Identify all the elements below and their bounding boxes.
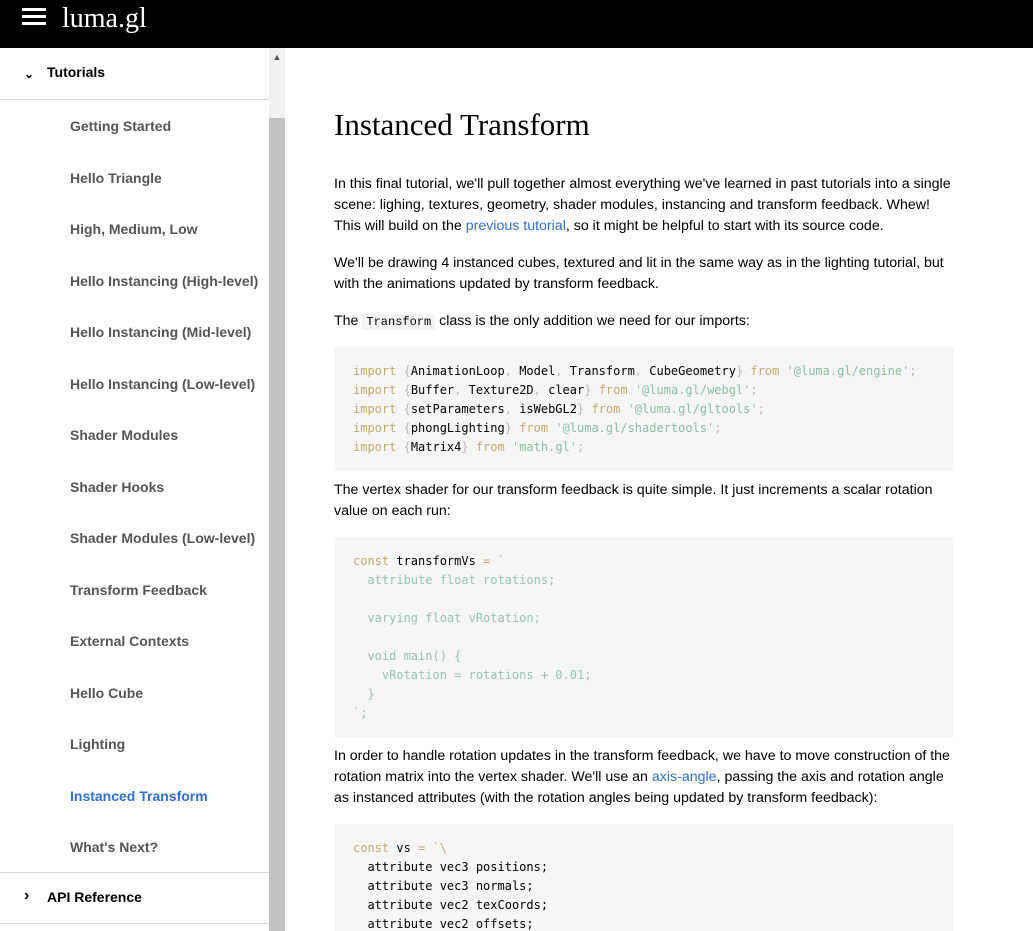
code-token: phongLighting bbox=[410, 421, 505, 435]
sidebar-item[interactable]: Shader Modules bbox=[70, 427, 179, 443]
code-line: vRotation = rotations + 0.01; bbox=[353, 668, 592, 682]
scroll-up-arrow-icon[interactable]: ▲ bbox=[272, 52, 282, 62]
code-token: '@luma.gl/shadertools' bbox=[548, 421, 715, 435]
code-token: , bbox=[504, 402, 520, 416]
code-line: attribute float rotations; bbox=[353, 573, 556, 587]
code-token: from bbox=[598, 383, 628, 397]
sidebar-item[interactable]: Hello Triangle bbox=[70, 170, 162, 186]
code-token: , bbox=[634, 364, 650, 378]
code-line: } bbox=[353, 687, 375, 701]
code-token: ; bbox=[750, 383, 758, 397]
paragraph-text: In this final tutorial, we'll pull together almost everything we've learned in past tutorials into a single scene: lighing, textures, geometry, shader modules, instancing and transform feedback. Whew! This will build on the bbox=[334, 176, 951, 234]
code-token: Buffer bbox=[410, 383, 455, 397]
code-token: '@luma.gl/engine' bbox=[779, 364, 910, 378]
code-token: setParameters bbox=[410, 402, 505, 416]
paragraph-text: The bbox=[334, 313, 363, 329]
chevron-down-icon: ⌄ bbox=[24, 67, 35, 81]
page-title: Instanced Transform bbox=[334, 107, 590, 142]
code-token: , bbox=[504, 364, 520, 378]
paragraph-text: In order to handle rotation updates in the transform feedback, we have to move construction of the rotation matrix into the vertex shader. We'll use an bbox=[334, 748, 950, 785]
rotation-paragraph bbox=[334, 746, 959, 809]
paragraph-text: , passing the axis and rotation angle as instanced attributes (with the rotation angles being updated by transform feedback): bbox=[334, 769, 944, 806]
code-token: } bbox=[461, 440, 476, 454]
code-token: { bbox=[396, 364, 411, 378]
code-token: ; bbox=[577, 440, 585, 454]
top-navbar bbox=[0, 0, 1033, 48]
code-token: import bbox=[353, 383, 397, 397]
sidebar-item[interactable]: External Contexts bbox=[70, 633, 190, 649]
main-content bbox=[286, 48, 1033, 931]
code-token: ; bbox=[757, 402, 765, 416]
code-token: } bbox=[576, 402, 592, 416]
code-keyword: const bbox=[353, 841, 390, 855]
sidebar-item[interactable]: Hello Instancing (Low-level) bbox=[70, 376, 256, 392]
code-token: import bbox=[353, 421, 397, 435]
sidebar-item[interactable]: Instanced Transform bbox=[70, 788, 208, 804]
code-token: } bbox=[735, 364, 751, 378]
imports-paragraph bbox=[334, 311, 959, 333]
code-line: `; bbox=[353, 706, 368, 720]
code-token: Model bbox=[519, 364, 556, 378]
code-block-imports bbox=[334, 347, 954, 471]
sidebar-item[interactable]: Transform Feedback bbox=[70, 582, 207, 598]
sidebar-item[interactable]: What's Next? bbox=[70, 839, 159, 855]
code-line: attribute vec3 positions; bbox=[353, 860, 549, 874]
sidebar-item[interactable]: Hello Cube bbox=[70, 685, 144, 701]
code-token: { bbox=[396, 383, 411, 397]
code-token: } bbox=[504, 421, 520, 435]
sidebar-scrollbar[interactable] bbox=[269, 48, 285, 931]
code-token: } bbox=[584, 383, 599, 397]
inline-code-transform: Transform bbox=[362, 314, 435, 330]
code-token: Texture2D bbox=[468, 383, 534, 397]
code-operator: = `\ bbox=[418, 841, 447, 855]
code-token: AnimationLoop bbox=[410, 364, 505, 378]
scrollbar-thumb[interactable] bbox=[269, 118, 285, 931]
code-token: ; bbox=[909, 364, 917, 378]
axis-angle-link[interactable]: axis-angle bbox=[651, 769, 717, 785]
paragraph-text: , so it might be helpful to start with its source code. bbox=[565, 218, 884, 234]
code-token: CubeGeometry bbox=[649, 364, 736, 378]
sidebar-item[interactable]: Shader Modules (Low-level) bbox=[70, 530, 256, 546]
sidebar-item[interactable]: Shader Hooks bbox=[70, 479, 165, 495]
code-token: , bbox=[533, 383, 549, 397]
code-token: , bbox=[454, 383, 469, 397]
code-token: from bbox=[750, 364, 780, 378]
sidebar-section-label: Tutorials bbox=[47, 64, 106, 80]
code-token: 'math.gl' bbox=[504, 440, 577, 454]
code-line: attribute vec2 texCoords; bbox=[353, 898, 549, 912]
code-token: ; bbox=[714, 421, 722, 435]
code-line bbox=[353, 381, 935, 400]
code-token: clear bbox=[548, 383, 585, 397]
code-operator: = ` bbox=[483, 554, 505, 568]
code-token: '@luma.gl/gltools' bbox=[620, 402, 758, 416]
intro-paragraph bbox=[334, 174, 959, 237]
code-line: attribute vec2 offsets; bbox=[353, 917, 534, 931]
sidebar bbox=[0, 48, 269, 931]
sidebar-section-label: API Reference bbox=[47, 889, 142, 905]
code-token: Matrix4 bbox=[410, 440, 462, 454]
sidebar-item[interactable]: Hello Instancing (High-level) bbox=[70, 273, 259, 289]
code-line: attribute vec3 normals; bbox=[353, 879, 534, 893]
code-line: varying float vRotation; bbox=[353, 611, 541, 625]
instancing-paragraph: We'll be drawing 4 instanced cubes, textured and lit in the same way as in the lighting tutorial, but with the animations updated by transform feedback. bbox=[334, 255, 944, 292]
vertex-shader-paragraph: The vertex shader for our transform feedback is quite simple. It just increments a scalar rotation value on each run: bbox=[334, 482, 933, 519]
sidebar-item[interactable]: Getting Started bbox=[70, 118, 172, 134]
code-token: { bbox=[396, 421, 411, 435]
code-token: { bbox=[396, 440, 411, 454]
sidebar-item[interactable]: Lighting bbox=[70, 736, 126, 752]
code-token: from bbox=[591, 402, 621, 416]
hamburger-menu-icon[interactable] bbox=[22, 8, 46, 26]
code-token: from bbox=[519, 421, 549, 435]
code-token: import bbox=[353, 364, 397, 378]
code-keyword: const bbox=[353, 554, 390, 568]
code-block-vertex-shader bbox=[334, 824, 954, 931]
code-token: '@luma.gl/webgl' bbox=[627, 383, 751, 397]
sidebar-item[interactable]: Hello Instancing (Mid-level) bbox=[70, 324, 252, 340]
sidebar-item[interactable]: High, Medium, Low bbox=[70, 221, 198, 237]
code-token: isWebGL2 bbox=[519, 402, 577, 416]
sidebar-section-api-reference[interactable] bbox=[0, 872, 269, 924]
code-token: import bbox=[353, 402, 397, 416]
code-token: Transform bbox=[569, 364, 635, 378]
chevron-right-icon: › bbox=[24, 887, 30, 904]
code-line bbox=[353, 400, 935, 419]
code-line bbox=[353, 419, 935, 438]
site-logo[interactable]: luma.gl bbox=[62, 3, 147, 34]
code-line: void main() { bbox=[353, 649, 462, 663]
code-identifier: vs bbox=[389, 841, 419, 855]
code-line bbox=[353, 362, 935, 381]
code-token: import bbox=[353, 440, 397, 454]
previous-tutorial-link[interactable]: previous tutorial bbox=[465, 218, 566, 234]
paragraph-text: class is the only addition we need for our imports: bbox=[435, 313, 750, 329]
code-token: , bbox=[555, 364, 570, 378]
code-line bbox=[353, 438, 935, 457]
code-token: from bbox=[475, 440, 505, 454]
code-block-transform-shader bbox=[334, 537, 954, 738]
code-identifier: transformVs bbox=[389, 554, 484, 568]
code-token: { bbox=[396, 402, 411, 416]
sidebar-section-tutorials[interactable] bbox=[0, 48, 269, 100]
